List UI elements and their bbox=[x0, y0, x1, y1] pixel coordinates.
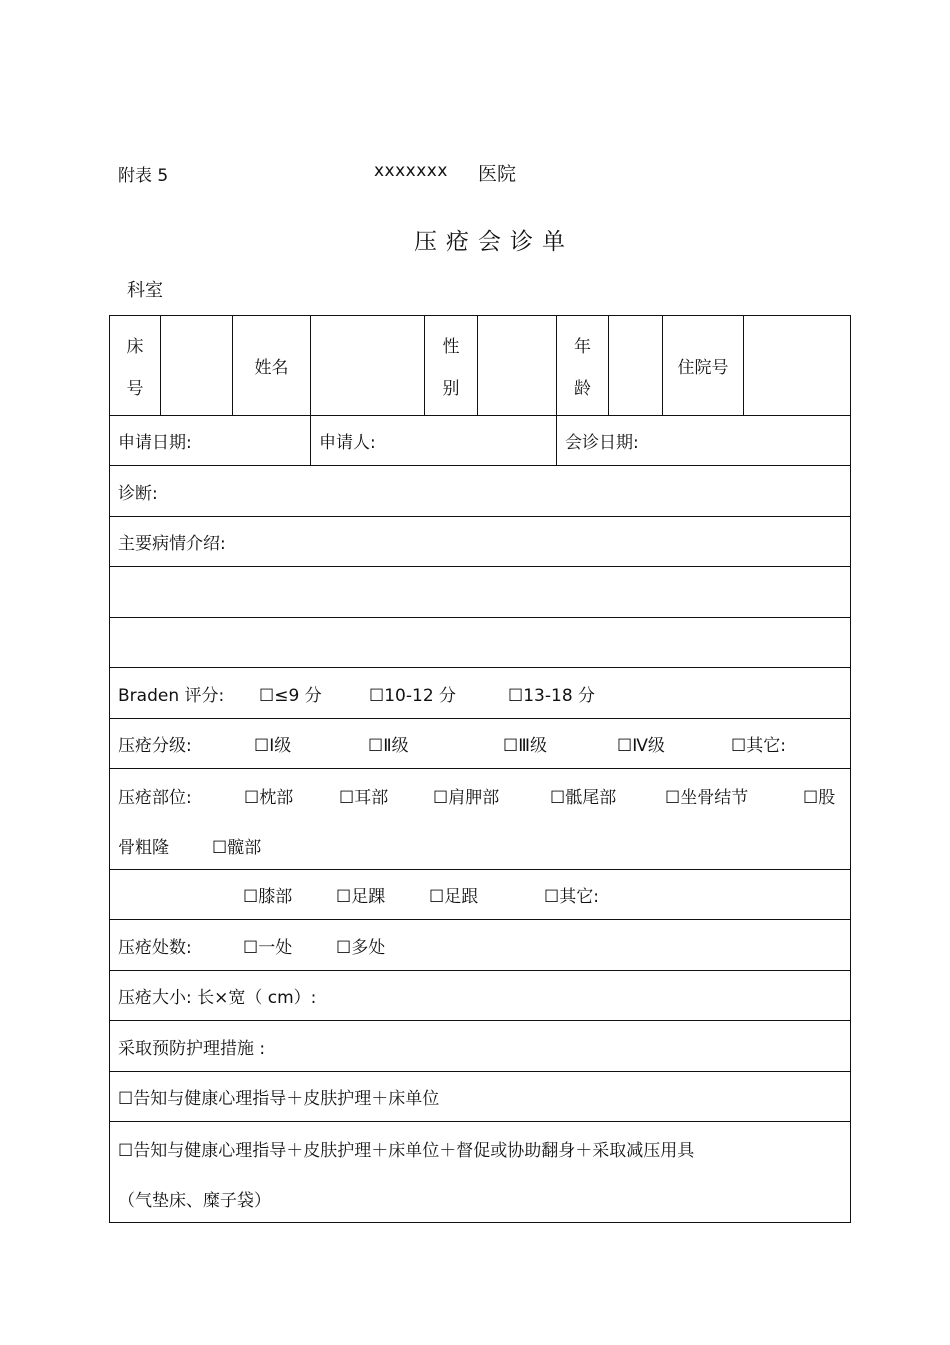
braden-row bbox=[110, 668, 851, 719]
measure-option-2-row bbox=[110, 1122, 851, 1223]
count-row bbox=[110, 920, 851, 971]
location-option-ankle[interactable]: ☐足踝 bbox=[336, 887, 386, 907]
sex-field[interactable] bbox=[478, 316, 557, 415]
location-option-occiput[interactable]: ☐枕部 bbox=[244, 788, 294, 808]
condition-blank-row-2 bbox=[110, 618, 851, 668]
grade-row bbox=[110, 719, 851, 769]
measures-label: 采取预防护理措施 : bbox=[110, 1021, 851, 1071]
location-femur-continued: 骨粗隆 bbox=[118, 838, 169, 858]
diagnosis-row bbox=[110, 466, 851, 517]
admission-number-label: 住院号 bbox=[663, 316, 744, 415]
size-row bbox=[110, 971, 851, 1021]
consultation-form-table bbox=[109, 315, 851, 1223]
braden-cell bbox=[110, 668, 851, 718]
grade-option-2[interactable]: ☐Ⅱ级 bbox=[368, 736, 409, 756]
grade-option-3[interactable]: ☐Ⅲ级 bbox=[503, 736, 547, 756]
location-option-knee[interactable]: ☐膝部 bbox=[243, 887, 293, 907]
age-label: 年 龄 bbox=[557, 316, 609, 415]
hospital-name: xxxxxxx bbox=[374, 161, 448, 181]
location-option-femur[interactable]: ☐股 bbox=[803, 788, 836, 808]
condition-blank-row-1 bbox=[110, 567, 851, 618]
location-option-ischial[interactable]: ☐坐骨结节 bbox=[665, 788, 749, 808]
measure-option-1[interactable]: ☐告知与健康心理指导＋皮肤护理＋床单位 bbox=[110, 1072, 851, 1121]
grade-option-other[interactable]: ☐其它: bbox=[731, 736, 786, 756]
measure-option-2-line2: （气垫床、糜子袋） bbox=[118, 1191, 271, 1211]
measure-option-1-row bbox=[110, 1072, 851, 1122]
sex-label: 性 别 bbox=[425, 316, 478, 415]
bed-number-label: 床 号 bbox=[110, 316, 161, 415]
grade-option-1[interactable]: ☐Ⅰ级 bbox=[254, 736, 292, 756]
measure-option-2[interactable] bbox=[110, 1122, 851, 1222]
count-option-single[interactable]: ☐一处 bbox=[243, 937, 293, 958]
name-label: 姓名 bbox=[233, 316, 311, 415]
admission-number-field[interactable] bbox=[744, 316, 851, 415]
condition-blank-field-2[interactable] bbox=[110, 618, 851, 667]
location-row bbox=[110, 769, 851, 870]
location-option-heel[interactable]: ☐足跟 bbox=[429, 887, 479, 907]
grade-label: 压疮分级: bbox=[118, 736, 192, 756]
annex-label: 附表 5 bbox=[118, 166, 169, 186]
condition-row bbox=[110, 517, 851, 567]
apply-date-field[interactable]: 申请日期: bbox=[110, 416, 311, 465]
measure-option-2-line1: ☐告知与健康心理指导＋皮肤护理＋床单位＋督促或协助翻身＋采取减压用具 bbox=[118, 1141, 695, 1161]
braden-option-13-18[interactable]: ☐13-18 分 bbox=[508, 685, 596, 706]
department-label: 科室 bbox=[127, 280, 163, 301]
bed-number-field[interactable] bbox=[161, 316, 233, 415]
patient-info-row bbox=[110, 316, 851, 416]
location-option-other[interactable]: ☐其它: bbox=[544, 887, 599, 907]
condition-blank-field-1[interactable] bbox=[110, 567, 851, 617]
location-label: 压疮部位: bbox=[118, 788, 192, 808]
braden-option-le9[interactable]: ☐≤9 分 bbox=[259, 685, 322, 706]
measures-row bbox=[110, 1021, 851, 1072]
location-option-ear[interactable]: ☐耳部 bbox=[339, 788, 389, 808]
braden-label: Braden 评分: bbox=[118, 685, 225, 706]
braden-option-10-12[interactable]: ☐10-12 分 bbox=[369, 685, 457, 706]
hospital-suffix: 医院 bbox=[478, 163, 517, 185]
name-field[interactable] bbox=[311, 316, 425, 415]
request-row bbox=[110, 416, 851, 466]
grade-option-4[interactable]: ☐Ⅳ级 bbox=[617, 736, 665, 756]
location-option-hip[interactable]: ☐髋部 bbox=[212, 838, 262, 858]
size-field[interactable]: 压疮大小: 长×宽（ cm）: bbox=[110, 971, 851, 1020]
form-title: 压疮会诊单 bbox=[414, 229, 574, 255]
condition-field[interactable]: 主要病情介绍: bbox=[110, 517, 851, 566]
applicant-field[interactable]: 申请人: bbox=[311, 416, 557, 465]
count-cell bbox=[110, 920, 851, 970]
grade-cell bbox=[110, 719, 851, 768]
count-label: 压疮处数: bbox=[118, 937, 192, 958]
location-option-sacrococcyx[interactable]: ☐骶尾部 bbox=[550, 788, 617, 808]
count-option-multiple[interactable]: ☐多处 bbox=[336, 937, 386, 958]
location-row-2 bbox=[110, 870, 851, 920]
consult-date-field[interactable]: 会诊日期: bbox=[557, 416, 851, 465]
location-option-scapula[interactable]: ☐肩胛部 bbox=[433, 788, 500, 808]
location-cell-2 bbox=[110, 870, 851, 919]
age-field[interactable] bbox=[609, 316, 663, 415]
location-cell bbox=[110, 769, 851, 869]
diagnosis-field[interactable]: 诊断: bbox=[110, 466, 851, 516]
